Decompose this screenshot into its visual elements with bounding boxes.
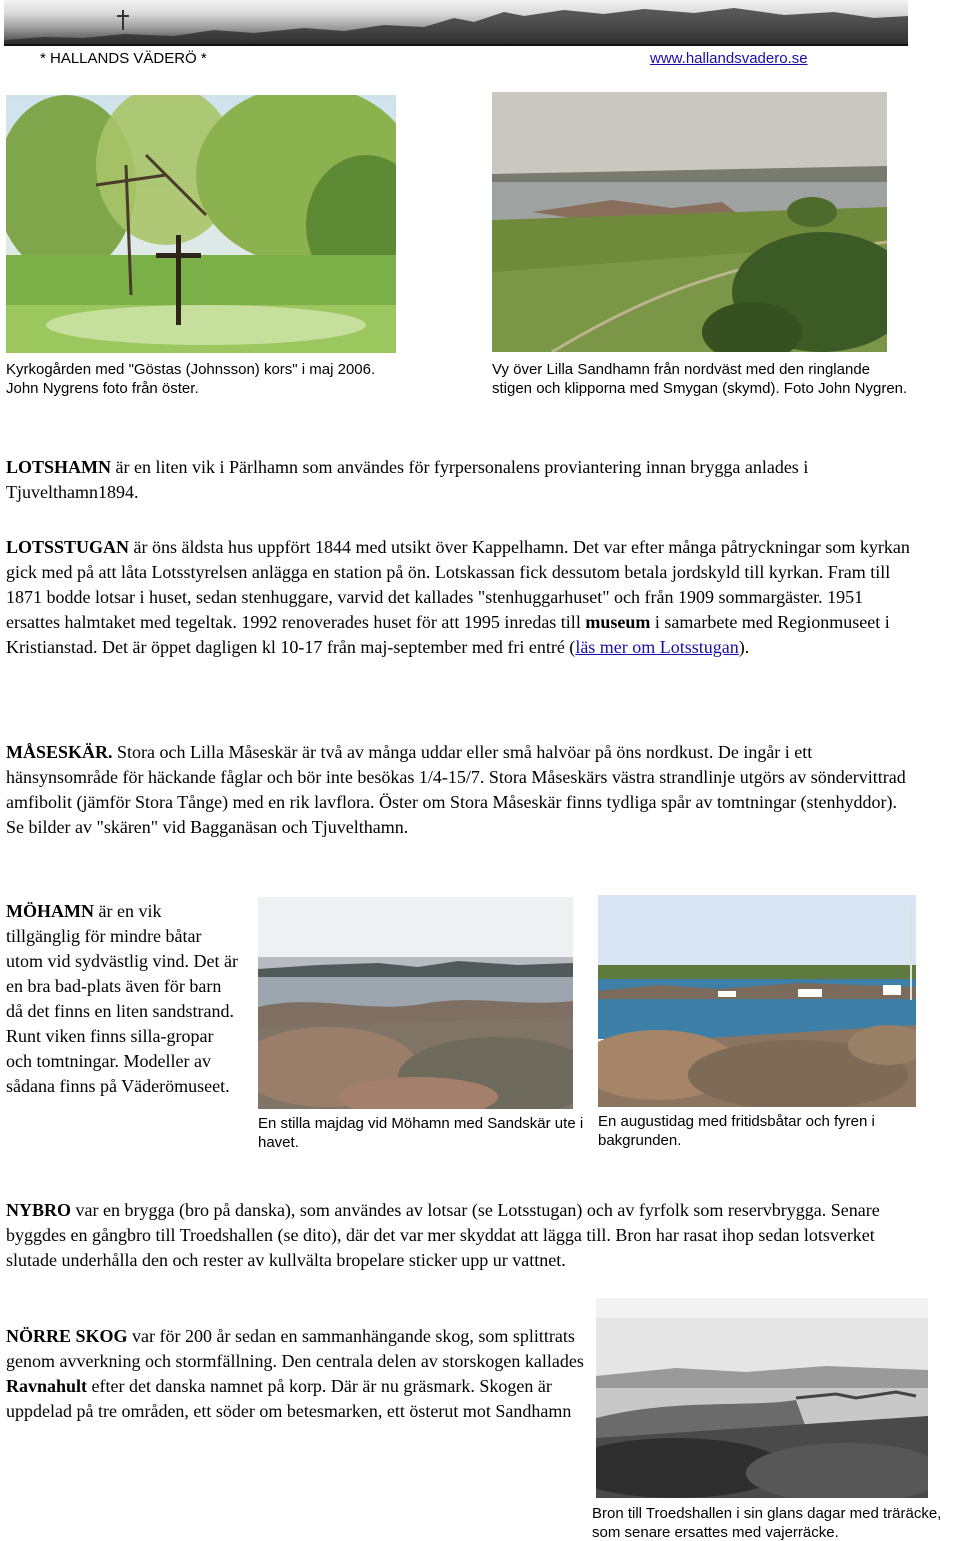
old-bridge-bw-photo-icon [596, 1298, 928, 1498]
text-lotsstugan-3: ). [738, 637, 750, 657]
photo-kyrkogarden [6, 95, 396, 353]
term-lotsstugan: LOTSSTUGAN [6, 537, 130, 557]
caption-mohamn-majdag: En stilla majdag vid Möhamn med Sandskär ute i havet. [258, 1115, 584, 1151]
coastal-meadow-photo-icon [492, 92, 887, 352]
harbor-boats-photo-icon [598, 895, 916, 1107]
section-lotshamn [6, 455, 911, 505]
term-norre-skog: NÖRRE SKOG [6, 1326, 128, 1346]
text-maseskar: Stora och Lilla Måseskär är två av många uddar eller små halvöar på öns nordkust. De ingår i ett hänsynsområde för häckande fåglar och bör inte besökas 1/4-15/7. Stora Måseskärs västra strandlinje utgörs av söndervittrad amfibolit (jämför Stora Tånge) med en rik lavflora. Öster om Stora Måseskär finns tydliga spår av tomtningar (stenhyddor). Se bilder av "skären" vid Bagganäsan och Tjuvelthamn. [6, 742, 906, 837]
link-lotsstugan[interactable]: läs mer om Lotsstugan [575, 637, 739, 657]
site-title: * HALLANDS VÄDERÖ * [40, 50, 207, 67]
photo-bron [596, 1298, 928, 1498]
calm-bay-photo-icon [258, 897, 573, 1109]
term-mohamn: MÖHAMN [6, 901, 94, 921]
section-mohamn [6, 899, 238, 1099]
text-norre-skog-1: var för 200 år sedan en sammanhängande skog, som splittrats genom avverkning och stormfällning. Den centrala delen av storskogen kallades [6, 1326, 584, 1371]
photo-mohamn-augusti [598, 895, 916, 1107]
text-lotsstugan-2: i samarbete med Regionmuseet i Kristianstad. Det är öppet dagligen kl 10-17 från maj-september med fri entré ( [6, 612, 890, 657]
term-maseskar: MÅSESKÄR. [6, 742, 113, 762]
caption-lilla-sandhamn: Vy över Lilla Sandhamn från nordväst med den ringlande stigen och klipporna med Smygan (skymd). Foto John Nygren. [492, 361, 908, 397]
caption-mohamn-augusti: En augustidag med fritidsbåtar och fyren i bakgrunden. [598, 1113, 875, 1149]
bold-ravnahult: Ravnahult [6, 1376, 88, 1396]
text-mohamn: är en vik tillgänglig för mindre båtar utom vid sydvästlig vind. Det är en bra bad-plats även för barn då det finns en liten sandstrand. Runt viken finns silla-gropar och tomtningar. Modeller av sådana finns på Väderömuseet. [6, 901, 238, 1096]
section-lotsstugan [6, 535, 911, 660]
text-norre-skog-2: efter det danska namnet på korp. Där är nu gräsmark. Skogen är uppdelad på tre områden, ett söder om betesmarken, ett österut mot Sandhamn [6, 1376, 572, 1421]
text-lotsstugan-1: är öns äldsta hus uppfört 1844 med utsikt över Kappelhamn. Det var efter många påtryckningar som kyrkan gick med på att låta Lotsstyrelsen anlägga en station på ön. Lotskassan fick dessutom betala jordskyld till kyrkan. Fram till 1871 bodde lotsar i huset, sedan stenhuggare, varvid det kallades "stenhuggarhuset" och från 1909 sommargäster. 1951 ersattes halmtaket med tegeltak. 1992 renoverades huset för att 1995 inredas till [6, 537, 910, 632]
term-nybro: NYBRO [6, 1200, 72, 1220]
caption-bron: Bron till Troedshallen i sin glans dagar med träräcke, som senare ersattes med vajerräcke. [592, 1505, 942, 1541]
bold-museum: museum [585, 612, 651, 632]
photo-lilla-sandhamn [492, 92, 887, 352]
header-banner [4, 0, 908, 46]
site-link[interactable]: www.hallandsvadero.se [650, 50, 808, 67]
section-nybro [6, 1198, 911, 1273]
section-maseskar [6, 740, 911, 840]
cross-in-meadow-photo-icon [6, 95, 396, 353]
photo-mohamn-majdag [258, 897, 573, 1109]
section-norre-skog [6, 1324, 586, 1424]
text-nybro: var en brygga (bro på danska), som användes av lotsar (se Lotsstugan) och av fyrfolk som reservbrygga. Senare byggdes en gångbro till Troedshallen (se dito), där det var mer skyddat att lägga till. Bron har rasat ihop sedan lotsverket slutade underhålla den och rester av kullvälta bropelare sticker upp ur vattnet. [6, 1200, 880, 1270]
caption-kyrkogarden: Kyrkogården med "Göstas (Johnsson) kors" i maj 2006. John Nygrens foto från öster. [6, 361, 376, 397]
island-silhouette-icon [4, 0, 908, 46]
text-lotshamn: är en liten vik i Pärlhamn som användes för fyrpersonalens proviantering innan brygga anlades i Tjuvelthamn1894. [6, 457, 809, 502]
term-lotshamn: LOTSHAMN [6, 457, 112, 477]
